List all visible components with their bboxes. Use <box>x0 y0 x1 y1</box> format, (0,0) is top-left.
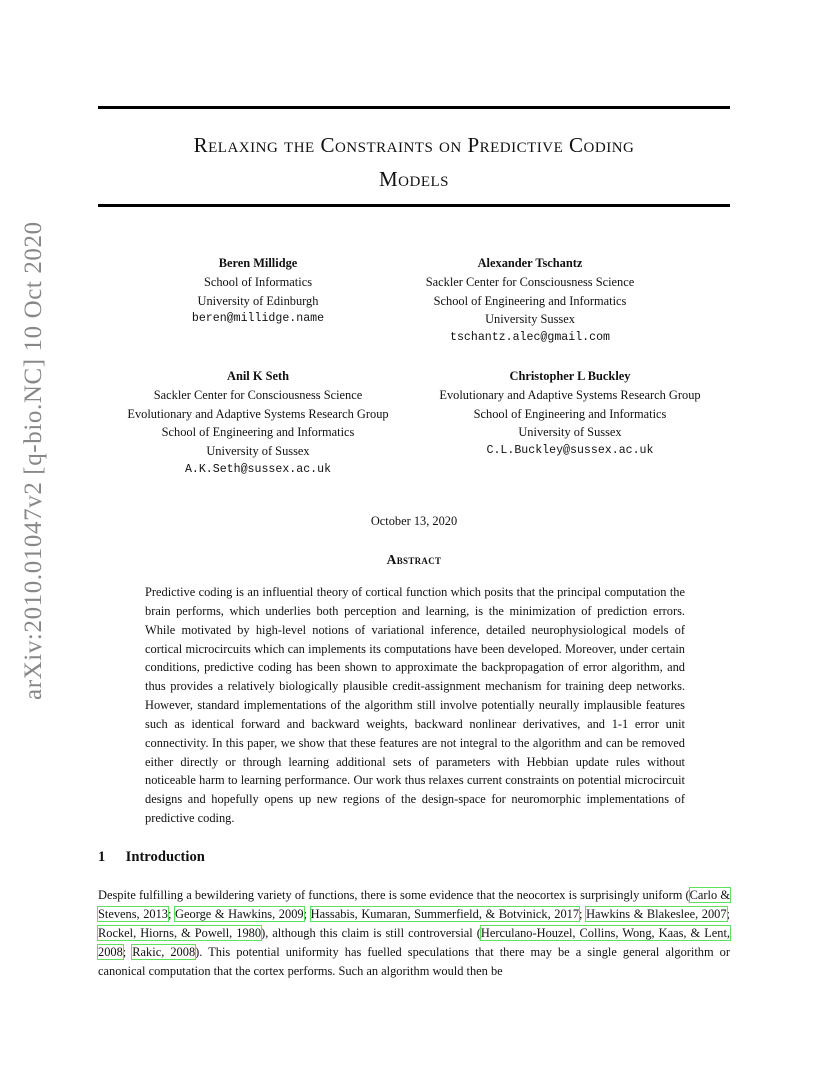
author-block-millidge <box>138 254 378 329</box>
author-affiliation: Evolutionary and Adaptive Systems Research Group <box>439 387 701 402</box>
author-email[interactable]: C.L.Buckley@sussex.ac.uk <box>486 444 654 458</box>
author-block-tschantz <box>380 254 680 348</box>
citation-link[interactable]: Hawkins & Blakeslee, 2007 <box>586 906 727 921</box>
author-affiliation: University of Edinburgh <box>197 293 319 308</box>
citation-link[interactable]: Herculano-Houzel, Collins, Wong, Kaas, & Lent, 2008 <box>98 925 731 959</box>
author-email[interactable]: tschantz.alec@gmail.com <box>449 331 611 345</box>
section-title: Introduction <box>125 849 205 865</box>
paper-date: October 13, 2020 <box>370 514 458 528</box>
abstract-heading: Abstract <box>386 552 442 567</box>
body-text: ). This potential uniformity has fuelled speculations that there may be a single general algorithm or canonical computation that the cortex performs. Such an algorithm would then be <box>98 944 730 978</box>
author-affiliation: University of Sussex <box>206 444 310 459</box>
citation-link[interactable]: Hassabis, Kumaran, Summerfield, & Botvinick, 2017 <box>310 906 580 921</box>
title-rule-bottom <box>98 204 730 207</box>
citation-link[interactable]: George & Hawkins, 2009 <box>175 906 304 921</box>
title-line-1: Relaxing the Constraints on Predictive Coding <box>193 133 635 157</box>
author-name: Christopher L Buckley <box>509 369 631 383</box>
author-affiliation: Sackler Center for Consciousness Science <box>153 387 363 402</box>
intro-paragraph <box>98 886 730 981</box>
body-text: ; <box>122 944 133 959</box>
paper-title <box>98 128 730 196</box>
author-block-seth <box>108 367 408 480</box>
section-number: 1 <box>98 849 106 865</box>
author-affiliation: School of Engineering and Informatics <box>433 293 627 308</box>
abstract-text: Predictive coding is an influential theory of cortical function which posits that the principal computation the brain performs, which underlies both perception and learning, is the minimization of prediction errors. While motivated by high-level notions of variational inference, detailed neurophysiological models of cortical microcircuits which can implements its computations have been developed. Moreover, under certain conditions, predictive coding has been shown to approximate the backpropagation of error algorithm, and thus provides a relatively biologically plausible credit-assignment mechanism for training deep networks. However, standard implementations of the algorithm still involve potentially neurally implausible features such as identical forward and backward weights, backward nonlinear derivatives, and 1-1 error unit connectivity. In this paper, we show that these features are not integral to the algorithm and can be removed either directly or through learning additional sets of parameters with Hebbian update rules without noticeable harm to learning performance. Our work thus relaxes current constraints on potential microcircuit designs and hopefully opens up new regions of the design-space for neuromorphic implementations of predictive coding. <box>145 585 685 826</box>
body-text: ; <box>168 906 176 921</box>
arxiv-identifier[interactable]: arXiv:2010.01047v2 [q-bio.NC] 10 Oct 2020 <box>20 221 47 700</box>
citation-link[interactable]: Carlo & Stevens, 2013 <box>98 888 730 921</box>
author-affiliation: University Sussex <box>485 312 575 327</box>
section-heading <box>98 849 205 866</box>
author-name: Alexander Tschantz <box>477 256 583 270</box>
title-rule-top <box>98 106 730 109</box>
citation-link[interactable]: Rakic, 2008 <box>132 944 196 959</box>
body-text: ; <box>579 906 587 921</box>
title-line-2: Models <box>378 167 449 191</box>
author-affiliation: School of Engineering and Informatics <box>161 425 355 440</box>
author-affiliation: Sackler Center for Consciousness Science <box>425 274 635 289</box>
author-affiliation: School of Engineering and Informatics <box>473 406 667 421</box>
body-text: ), although this claim is still controversial ( <box>261 925 481 940</box>
body-text: ; <box>726 906 730 921</box>
author-affiliation: Evolutionary and Adaptive Systems Research Group <box>127 406 389 421</box>
citation-link[interactable]: Rockel, Hiorns, & Powell, 1980 <box>98 925 262 940</box>
body-text: Despite fulfilling a bewildering variety of functions, there is some evidence that the neocortex is surprisingly uniform ( <box>98 888 690 902</box>
author-name: Beren Millidge <box>218 256 298 270</box>
author-email[interactable]: A.K.Seth@sussex.ac.uk <box>184 462 332 476</box>
body-text: ; <box>303 906 311 921</box>
author-affiliation: School of Informatics <box>203 274 313 289</box>
author-name: Anil K Seth <box>227 369 289 383</box>
author-email[interactable]: beren@millidge.name <box>191 312 325 326</box>
author-block-buckley <box>410 367 730 461</box>
author-affiliation: University of Sussex <box>518 425 622 440</box>
